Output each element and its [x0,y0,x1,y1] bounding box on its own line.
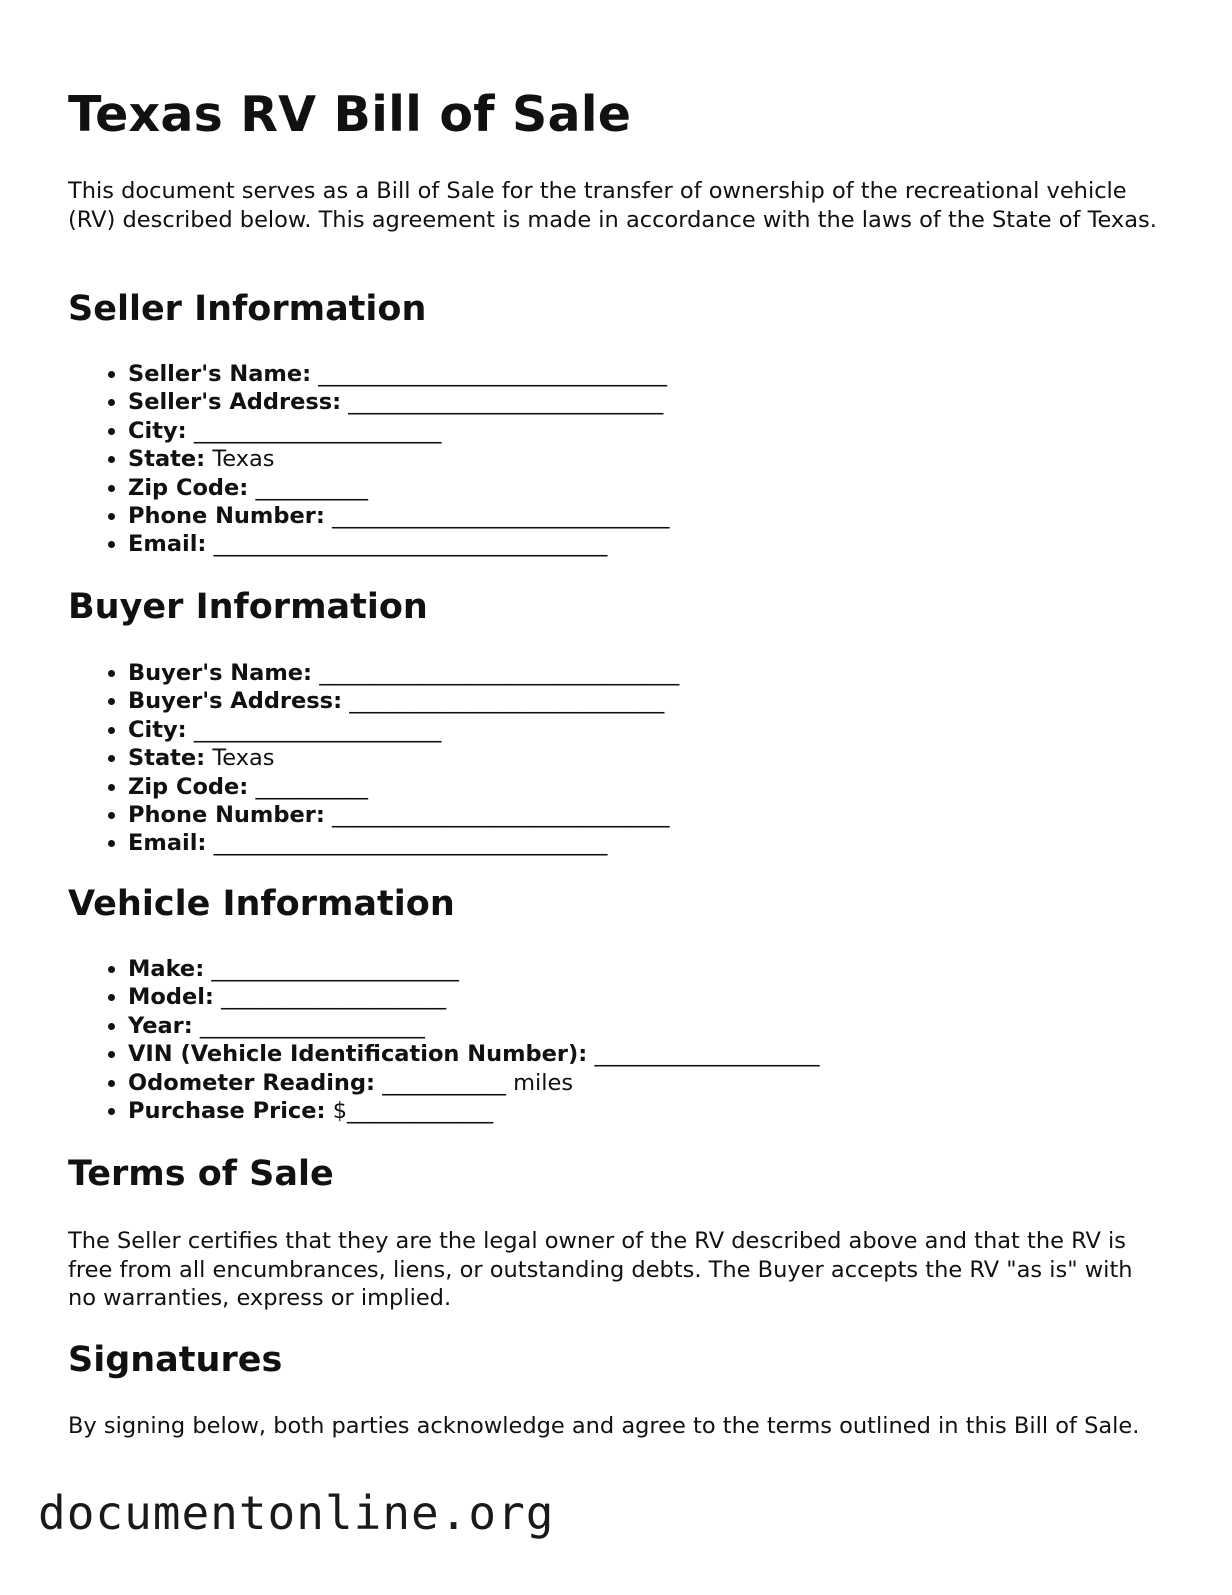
buyer-fields [68,659,679,858]
document-title: Texas RV Bill of Sale [68,86,632,143]
seller-fields [68,360,670,559]
seller-address-field[interactable]: • Seller's Address: ____________________________ [128,388,670,416]
signatures-paragraph: By signing below, both parties acknowledge and agree to the terms outlined in this Bill of Sale. [68,1413,1140,1439]
buyer-address-field[interactable]: • Buyer's Address: ____________________________ [128,687,679,715]
buyer-name-field[interactable]: • Buyer's Name: ________________________________ [128,659,679,687]
vehicle-odometer-field[interactable]: • Odometer Reading: ___________ miles [128,1069,819,1097]
seller-city-field[interactable]: • City: ______________________ [128,417,670,445]
vehicle-fields [68,955,819,1125]
buyer-email-field[interactable]: • Email: ___________________________________ [128,829,679,857]
vehicle-year-field[interactable]: • Year: ____________________ [128,1012,819,1040]
buyer-phone-field[interactable]: • Phone Number: ______________________________ [128,801,679,829]
signatures-heading: Signatures [68,1340,283,1380]
buyer-city-field[interactable]: • City: ______________________ [128,716,679,744]
seller-phone-field[interactable]: • Phone Number: ______________________________ [128,502,670,530]
buyer-state-field: • State: Texas [128,744,679,772]
vehicle-model-field[interactable]: • Model: ____________________ [128,983,819,1011]
vehicle-price-field[interactable]: • Purchase Price: $_____________ [128,1097,819,1125]
buyer-heading: Buyer Information [68,587,428,627]
watermark-text: documentonline.org [38,1486,555,1540]
terms-paragraph: The Seller certifies that they are the legal owner of the RV described above and that the RV is free from all encumbrances, liens, or outstanding debts. The Buyer accepts the RV "as is" with no warranties, express or implied. [68,1228,1133,1311]
seller-zip-field[interactable]: • Zip Code: __________ [128,474,670,502]
vehicle-vin-field[interactable]: • VIN (Vehicle Identification Number): ____________________ [128,1040,819,1068]
intro-paragraph: This document serves as a Bill of Sale for the transfer of ownership of the recreational vehicle (RV) described below. This agreement is made in accordance with the laws of the State of Texas. [68,178,1157,233]
seller-email-field[interactable]: • Email: ___________________________________ [128,530,670,558]
vehicle-make-field[interactable]: • Make: ______________________ [128,955,819,983]
seller-state-field: • State: Texas [128,445,670,473]
terms-heading: Terms of Sale [68,1154,334,1194]
seller-name-field[interactable]: • Seller's Name: _______________________________ [128,360,670,388]
seller-heading: Seller Information [68,289,427,329]
vehicle-heading: Vehicle Information [68,884,455,924]
buyer-zip-field[interactable]: • Zip Code: __________ [128,773,679,801]
